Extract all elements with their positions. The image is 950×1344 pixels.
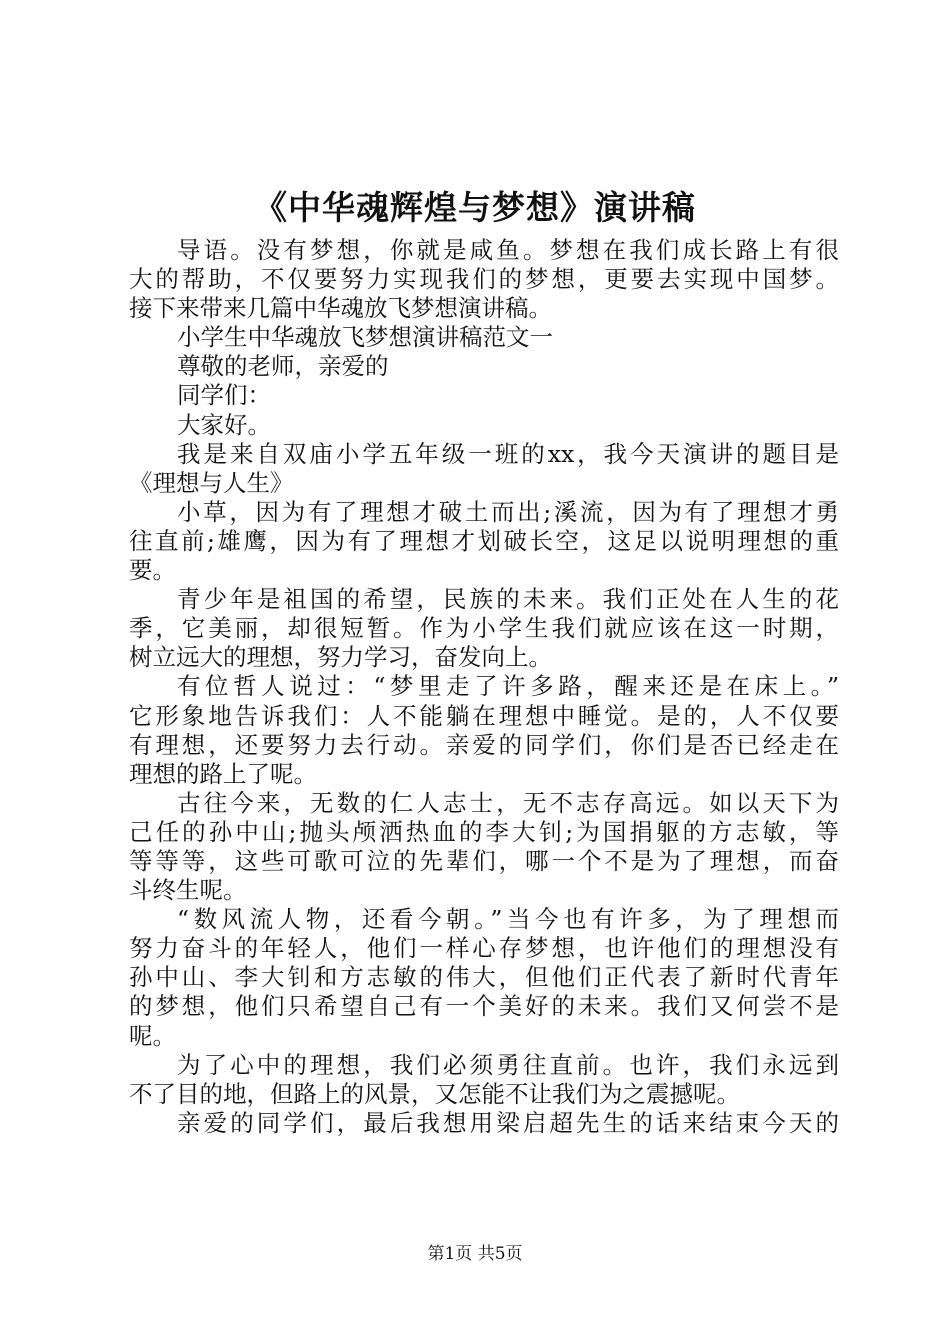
text-line: 我是来自双庙小学五年级一班的xx，我今天演讲的题目是 (177, 439, 839, 468)
text-line: 为了心中的理想，我们必须勇往直前。也许，我们永远到 (177, 1050, 839, 1079)
text-line: 大家好。 (177, 410, 271, 439)
text-line: 有位哲人说过：“梦里走了许多路，醒来还是在床上。” (177, 672, 839, 701)
text-line: 小草，因为有了理想才破土而出;溪流，因为有了理想才勇 (177, 497, 839, 526)
text-line: 大的帮助，不仅要努力实现我们的梦想，更要去实现中国梦。 (129, 265, 839, 294)
document-title: 《中华魂辉煌与梦想》演讲稿 (254, 188, 696, 227)
page-number-footer: 第1页 共5页 (427, 1244, 523, 1264)
text-line: 孙中山、李大钊和方志敏的伟大，但他们正代表了新时代青年 (129, 963, 839, 992)
text-line: 己任的孙中山;抛头颅洒热血的李大钊;为国捐躯的方志敏，等 (129, 817, 839, 846)
text-line: 古往今来，无数的仁人志士，无不志存高远。如以天下为 (177, 788, 839, 817)
text-line: 理想的路上了呢。 (129, 759, 317, 788)
text-line: 等等等，这些可歌可泣的先辈们，哪一个不是为了理想，而奋 (129, 846, 839, 875)
text-line: 亲爱的同学们，最后我想用梁启超先生的话来结束今天的 (177, 1108, 839, 1137)
text-line: 小学生中华魂放飞梦想演讲稿范文一 (177, 323, 553, 352)
text-line: 呢。 (129, 1021, 176, 1050)
text-line: 尊敬的老师，亲爱的 (177, 352, 389, 381)
text-line: 同学们： (177, 381, 271, 410)
text-line: 青少年是祖国的希望，民族的未来。我们正处在人生的花 (177, 585, 839, 614)
text-line: 不了目的地，但路上的风景，又怎能不让我们为之震撼呢。 (129, 1079, 740, 1108)
text-line: 《理想与人生》 (129, 468, 294, 497)
text-line: 要。 (129, 556, 176, 585)
text-line: 有理想，还要努力去行动。亲爱的同学们，你们是否已经走在 (129, 730, 839, 759)
text-line: 努力奋斗的年轻人，他们一样心存梦想，也许他们的理想没有 (129, 934, 839, 963)
text-line: “数风流人物，还看今朝。”当今也有许多，为了理想而 (177, 905, 839, 934)
text-line: 导语。没有梦想，你就是咸鱼。梦想在我们成长路上有很 (177, 236, 839, 264)
document-body (129, 236, 839, 1138)
text-line: 它形象地告诉我们：人不能躺在理想中睡觉。是的，人不仅要 (129, 701, 839, 730)
text-line: 斗终生呢。 (129, 876, 247, 905)
text-line: 季，它美丽，却很短暂。作为小学生我们就应该在这一时期， (129, 614, 839, 643)
text-line: 往直前;雄鹰，因为有了理想才划破长空，这足以说明理想的重 (129, 526, 839, 555)
text-line: 树立远大的理想，努力学习，奋发向上。 (129, 643, 552, 672)
text-line: 接下来带来几篇中华魂放飞梦想演讲稿。 (129, 294, 552, 323)
text-line: 的梦想，他们只希望自己有一个美好的未来。我们又何尝不是 (129, 992, 839, 1021)
